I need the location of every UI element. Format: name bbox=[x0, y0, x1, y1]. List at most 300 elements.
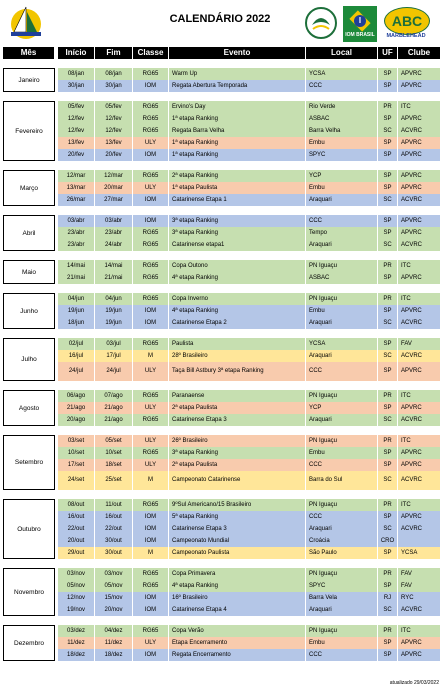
cell-uf: SP bbox=[378, 580, 398, 592]
cell-event: 1ª etapa Ranking bbox=[169, 113, 306, 125]
cell-club: ITC bbox=[398, 625, 441, 637]
cell-start: 02/jul bbox=[58, 338, 95, 350]
table-row bbox=[58, 390, 441, 402]
cell-club: APVRC bbox=[398, 149, 441, 161]
cell-club: FAV bbox=[398, 568, 441, 580]
cell-local: Embu bbox=[306, 637, 378, 649]
cell-uf: SP bbox=[378, 68, 398, 80]
cell-uf: PR bbox=[378, 435, 398, 447]
cell-local: CCC bbox=[306, 511, 378, 523]
cell-class: RG65 bbox=[133, 293, 169, 305]
cell-event: Catarinense Etapa 3 bbox=[169, 523, 306, 535]
cell-end: 04/dez bbox=[95, 625, 133, 637]
table-row bbox=[58, 604, 441, 616]
cell-class: IOM bbox=[133, 149, 169, 161]
month-label: Março bbox=[3, 170, 55, 206]
cell-club: APVRC bbox=[398, 272, 441, 284]
cell-uf: SP bbox=[378, 80, 398, 92]
cell-uf: PR bbox=[378, 260, 398, 272]
cell-event: Regata Abertura Temporada bbox=[169, 80, 306, 92]
cell-end: 27/mar bbox=[95, 194, 133, 206]
cell-local: PN Iguaçu bbox=[306, 390, 378, 402]
cell-end: 12/mar bbox=[95, 170, 133, 182]
month-label: Maio bbox=[3, 260, 55, 284]
cell-event: Campeonato Mundial bbox=[169, 535, 306, 547]
cell-start: 14/mai bbox=[58, 260, 95, 272]
cell-club: APVRC bbox=[398, 182, 441, 194]
month-label: Dezembro bbox=[3, 625, 55, 661]
cell-club: APVRC bbox=[398, 227, 441, 239]
cell-end: 20/nov bbox=[95, 604, 133, 616]
cell-class: IOM bbox=[133, 194, 169, 206]
month-label: Novembro bbox=[3, 568, 55, 616]
cell-end: 18/dez bbox=[95, 649, 133, 661]
cell-start: 24/jul bbox=[58, 362, 95, 381]
cell-class: RG65 bbox=[133, 170, 169, 182]
table-row bbox=[58, 414, 441, 426]
cell-local: CCC bbox=[306, 362, 378, 381]
cell-club: APVRC bbox=[398, 447, 441, 459]
cell-class: RG65 bbox=[133, 227, 169, 239]
month-label: Outubro bbox=[3, 499, 55, 559]
cell-uf: SP bbox=[378, 182, 398, 194]
cell-end: 05/fev bbox=[95, 101, 133, 113]
cell-start: 22/out bbox=[58, 523, 95, 535]
cell-local: Araquari bbox=[306, 194, 378, 206]
cell-class: ULY bbox=[133, 459, 169, 471]
cell-local: PN Iguaçu bbox=[306, 293, 378, 305]
cell-local: Embu bbox=[306, 305, 378, 317]
cell-club: APVRC bbox=[398, 137, 441, 149]
cell-start: 12/fev bbox=[58, 125, 95, 137]
cell-uf: SC bbox=[378, 604, 398, 616]
cell-club: ITC bbox=[398, 390, 441, 402]
cell-class: M bbox=[133, 471, 169, 490]
table-row bbox=[58, 125, 441, 137]
cell-start: 06/ago bbox=[58, 390, 95, 402]
cell-end: 30/out bbox=[95, 547, 133, 559]
column-header-6: UF bbox=[378, 47, 397, 59]
cell-class: IOM bbox=[133, 649, 169, 661]
cell-event: 3ª etapa Ranking bbox=[169, 227, 306, 239]
column-header-1: Início bbox=[58, 47, 94, 59]
cell-local: Tempo bbox=[306, 227, 378, 239]
cell-class: RG65 bbox=[133, 390, 169, 402]
cell-club: ACVRC bbox=[398, 350, 441, 362]
table-row bbox=[58, 101, 441, 113]
cell-end: 19/jun bbox=[95, 317, 133, 329]
cell-local: YCP bbox=[306, 170, 378, 182]
cell-end: 04/jun bbox=[95, 293, 133, 305]
cell-event: Catarinense Etapa 2 bbox=[169, 317, 306, 329]
cell-end: 20/fev bbox=[95, 149, 133, 161]
column-header-3: Classe bbox=[133, 47, 168, 59]
table-row bbox=[58, 580, 441, 592]
cell-end: 20/mar bbox=[95, 182, 133, 194]
cell-end: 14/mai bbox=[95, 260, 133, 272]
cell-start: 20/ago bbox=[58, 414, 95, 426]
table-row bbox=[58, 649, 441, 661]
cell-uf: SP bbox=[378, 447, 398, 459]
cell-event: Paranaense bbox=[169, 390, 306, 402]
cell-end: 22/out bbox=[95, 523, 133, 535]
cell-uf: SP bbox=[378, 170, 398, 182]
table-row bbox=[58, 260, 441, 272]
cell-class: IOM bbox=[133, 523, 169, 535]
cell-start: 26/mar bbox=[58, 194, 95, 206]
cell-end: 18/set bbox=[95, 459, 133, 471]
cell-start: 03/nov bbox=[58, 568, 95, 580]
cell-end: 12/fev bbox=[95, 113, 133, 125]
cell-club: ITC bbox=[398, 435, 441, 447]
cell-start: 16/out bbox=[58, 511, 95, 523]
table-row bbox=[58, 402, 441, 414]
cell-club: ACVRC bbox=[398, 471, 441, 490]
cell-uf: PR bbox=[378, 568, 398, 580]
cell-class: RG65 bbox=[133, 125, 169, 137]
table-row bbox=[58, 471, 441, 490]
cell-club: FAV bbox=[398, 338, 441, 350]
cell-local: Croácia bbox=[306, 535, 378, 547]
table-row bbox=[58, 239, 441, 251]
cell-uf: SP bbox=[378, 338, 398, 350]
iom-badge: I bbox=[354, 15, 366, 27]
cell-local: Araquari bbox=[306, 239, 378, 251]
cell-class: RG65 bbox=[133, 239, 169, 251]
cell-end: 05/nov bbox=[95, 580, 133, 592]
table-row bbox=[58, 459, 441, 471]
cell-class: ULY bbox=[133, 362, 169, 381]
table-row bbox=[58, 435, 441, 447]
cell-start: 10/set bbox=[58, 447, 95, 459]
table-row bbox=[58, 547, 441, 559]
cell-start: 05/nov bbox=[58, 580, 95, 592]
cell-local: Embu bbox=[306, 447, 378, 459]
cell-event: 1ª etapa Ranking bbox=[169, 149, 306, 161]
cell-event: 26º Brasileiro bbox=[169, 435, 306, 447]
cell-local: Barra do Sul bbox=[306, 471, 378, 490]
cell-local: Araquari bbox=[306, 414, 378, 426]
cell-uf: SP bbox=[378, 305, 398, 317]
table-row bbox=[58, 215, 441, 227]
table-row bbox=[58, 350, 441, 362]
cell-event: 2ª etapa Paulista bbox=[169, 459, 306, 471]
cell-uf: SP bbox=[378, 402, 398, 414]
month-label: Fevereiro bbox=[3, 101, 55, 161]
cell-start: 24/set bbox=[58, 471, 95, 490]
cell-local: Araquari bbox=[306, 350, 378, 362]
cell-uf: SP bbox=[378, 649, 398, 661]
cell-class: RG65 bbox=[133, 414, 169, 426]
cell-event: Campeonato Catarinense bbox=[169, 471, 306, 490]
cell-end: 24/abr bbox=[95, 239, 133, 251]
cell-local: PN Iguaçu bbox=[306, 260, 378, 272]
cell-local: YCSA bbox=[306, 338, 378, 350]
cell-uf: SP bbox=[378, 511, 398, 523]
month-label: Julho bbox=[3, 338, 55, 381]
page-title: CALENDÁRIO 2022 bbox=[169, 13, 271, 25]
cell-end: 07/ago bbox=[95, 390, 133, 402]
cell-event: Catarinense Etapa 4 bbox=[169, 604, 306, 616]
cell-event: 2ª etapa Paulista bbox=[169, 402, 306, 414]
cell-uf: SC bbox=[378, 317, 398, 329]
cell-club: APVRC bbox=[398, 637, 441, 649]
cell-club: ACVRC bbox=[398, 125, 441, 137]
cell-club: ITC bbox=[398, 499, 441, 511]
cell-start: 19/jun bbox=[58, 305, 95, 317]
cell-club: APVRC bbox=[398, 511, 441, 523]
cell-event: Regata Encerramento bbox=[169, 649, 306, 661]
column-header-4: Evento bbox=[169, 47, 305, 59]
cell-local: PN Iguaçu bbox=[306, 568, 378, 580]
cell-start: 21/mai bbox=[58, 272, 95, 284]
cell-start: 03/abr bbox=[58, 215, 95, 227]
cell-uf: SC bbox=[378, 523, 398, 535]
cell-event: 28º Brasileiro bbox=[169, 350, 306, 362]
cell-class: IOM bbox=[133, 317, 169, 329]
table-row bbox=[58, 592, 441, 604]
cell-event: 4ª etapa Ranking bbox=[169, 272, 306, 284]
cell-club: ITC bbox=[398, 260, 441, 272]
cell-class: ULY bbox=[133, 435, 169, 447]
cell-start: 08/out bbox=[58, 499, 95, 511]
cell-start: 04/jun bbox=[58, 293, 95, 305]
table-row bbox=[58, 68, 441, 80]
cell-uf: SP bbox=[378, 459, 398, 471]
cell-uf: SC bbox=[378, 414, 398, 426]
cell-end: 30/out bbox=[95, 535, 133, 547]
cell-event: 16º Brasileiro bbox=[169, 592, 306, 604]
cell-club bbox=[398, 535, 441, 547]
cell-uf: RJ bbox=[378, 592, 398, 604]
cell-start: 21/ago bbox=[58, 402, 95, 414]
cell-class: RG65 bbox=[133, 101, 169, 113]
cell-club: ACVRC bbox=[398, 317, 441, 329]
cell-end: 08/jan bbox=[95, 68, 133, 80]
cell-class: RG65 bbox=[133, 499, 169, 511]
cell-club: APVRC bbox=[398, 305, 441, 317]
cell-event: Catarinense etapa1 bbox=[169, 239, 306, 251]
cell-uf: SC bbox=[378, 471, 398, 490]
cell-end: 21/ago bbox=[95, 402, 133, 414]
cell-uf: SP bbox=[378, 547, 398, 559]
cell-club: APVRC bbox=[398, 649, 441, 661]
cell-end: 11/out bbox=[95, 499, 133, 511]
cell-club: ACVRC bbox=[398, 414, 441, 426]
cell-class: ULY bbox=[133, 137, 169, 149]
cell-class: RG65 bbox=[133, 68, 169, 80]
cell-end: 23/abr bbox=[95, 227, 133, 239]
month-label: Setembro bbox=[3, 435, 55, 490]
cell-club: APVRC bbox=[398, 362, 441, 381]
cell-event: 5ª etapa Ranking bbox=[169, 511, 306, 523]
table-row bbox=[58, 80, 441, 92]
cell-end: 24/jul bbox=[95, 362, 133, 381]
table-row bbox=[58, 499, 441, 511]
cell-uf: SC bbox=[378, 350, 398, 362]
cell-event: Taça Bill Astbury 3ª etapa Ranking bbox=[169, 362, 306, 381]
cell-end: 25/set bbox=[95, 471, 133, 490]
cell-local: SPYC bbox=[306, 149, 378, 161]
cell-class: ULY bbox=[133, 182, 169, 194]
cell-local: Embu bbox=[306, 182, 378, 194]
cell-local: ASBAC bbox=[306, 113, 378, 125]
cell-class: RG65 bbox=[133, 568, 169, 580]
cell-uf: PR bbox=[378, 625, 398, 637]
cell-end: 21/ago bbox=[95, 414, 133, 426]
cell-local: Embu bbox=[306, 137, 378, 149]
cell-event: Copa Verão bbox=[169, 625, 306, 637]
cell-club: ITC bbox=[398, 293, 441, 305]
table-row bbox=[58, 182, 441, 194]
cell-club: ITC bbox=[398, 101, 441, 113]
cell-class: RG65 bbox=[133, 272, 169, 284]
cell-start: 23/abr bbox=[58, 227, 95, 239]
cell-club: ACVRC bbox=[398, 523, 441, 535]
brasil-ranking-logo-icon bbox=[6, 2, 44, 44]
cell-club: RYC bbox=[398, 592, 441, 604]
cell-end: 17/jul bbox=[95, 350, 133, 362]
column-header-0: Mês bbox=[3, 47, 54, 59]
cell-local: Barra Velha bbox=[306, 125, 378, 137]
column-header-5: Local bbox=[306, 47, 377, 59]
table-row bbox=[58, 113, 441, 125]
table-row bbox=[58, 637, 441, 649]
cell-club: APVRC bbox=[398, 170, 441, 182]
table-row bbox=[58, 305, 441, 317]
cell-local: São Paulo bbox=[306, 547, 378, 559]
cell-class: RG65 bbox=[133, 447, 169, 459]
cell-class: RG65 bbox=[133, 260, 169, 272]
cell-local: Barra Vela bbox=[306, 592, 378, 604]
cell-class: M bbox=[133, 547, 169, 559]
cell-local: Araquari bbox=[306, 604, 378, 616]
cell-club: APVRC bbox=[398, 402, 441, 414]
cell-event: 4ª etapa Ranking bbox=[169, 580, 306, 592]
cell-start: 12/mar bbox=[58, 170, 95, 182]
cell-club: APVRC bbox=[398, 68, 441, 80]
cell-end: 12/fev bbox=[95, 125, 133, 137]
cell-local: PN Iguaçu bbox=[306, 499, 378, 511]
cell-event: Etapa Encerramento bbox=[169, 637, 306, 649]
cell-uf: SP bbox=[378, 149, 398, 161]
cell-start: 29/out bbox=[58, 547, 95, 559]
iom-brasil-logo bbox=[343, 6, 377, 42]
cell-end: 13/fev bbox=[95, 137, 133, 149]
column-header-2: Fim bbox=[95, 47, 132, 59]
cell-uf: PR bbox=[378, 293, 398, 305]
cell-start: 20/out bbox=[58, 535, 95, 547]
cell-local: Araquari bbox=[306, 317, 378, 329]
cell-uf: PR bbox=[378, 101, 398, 113]
cell-uf: SC bbox=[378, 125, 398, 137]
cell-start: 19/nov bbox=[58, 604, 95, 616]
table-row bbox=[58, 293, 441, 305]
cell-uf: CRO bbox=[378, 535, 398, 547]
cell-event: 9ºSul Americano/15 Brasileiro bbox=[169, 499, 306, 511]
cell-club: ACVRC bbox=[398, 194, 441, 206]
month-label: Janeiro bbox=[3, 68, 55, 92]
table-row bbox=[58, 194, 441, 206]
cell-class: ULY bbox=[133, 637, 169, 649]
cell-start: 18/dez bbox=[58, 649, 95, 661]
cell-class: ULY bbox=[133, 402, 169, 414]
table-row bbox=[58, 535, 441, 547]
cell-end: 05/set bbox=[95, 435, 133, 447]
cell-local: ASBAC bbox=[306, 272, 378, 284]
cell-start: 13/mar bbox=[58, 182, 95, 194]
cell-class: RG65 bbox=[133, 113, 169, 125]
table-row bbox=[58, 149, 441, 161]
table-row bbox=[58, 523, 441, 535]
cell-local: Araquari bbox=[306, 523, 378, 535]
cell-end: 30/jan bbox=[95, 80, 133, 92]
table-row bbox=[58, 227, 441, 239]
cell-class: M bbox=[133, 350, 169, 362]
cell-start: 20/fev bbox=[58, 149, 95, 161]
cell-local: YCP bbox=[306, 402, 378, 414]
cell-start: 11/dez bbox=[58, 637, 95, 649]
cell-end: 03/nov bbox=[95, 568, 133, 580]
cell-class: IOM bbox=[133, 604, 169, 616]
cell-local: CCC bbox=[306, 649, 378, 661]
month-label: Agosto bbox=[3, 390, 55, 426]
cell-event: Copa Inverno bbox=[169, 293, 306, 305]
cell-event: 4ª etapa Ranking bbox=[169, 305, 306, 317]
cell-start: 05/fev bbox=[58, 101, 95, 113]
cell-start: 03/set bbox=[58, 435, 95, 447]
cell-uf: SP bbox=[378, 362, 398, 381]
cell-start: 13/fev bbox=[58, 137, 95, 149]
cell-class: IOM bbox=[133, 592, 169, 604]
cell-club: APVRC bbox=[398, 459, 441, 471]
cell-class: RG65 bbox=[133, 338, 169, 350]
cell-local: CCC bbox=[306, 80, 378, 92]
table-row bbox=[58, 317, 441, 329]
cell-event: Paulista bbox=[169, 338, 306, 350]
cell-local: Rio Verde bbox=[306, 101, 378, 113]
column-header-7: Clube bbox=[398, 47, 440, 59]
cell-event: Warm Up bbox=[169, 68, 306, 80]
cell-event: Copa Outono bbox=[169, 260, 306, 272]
cell-local: CCC bbox=[306, 459, 378, 471]
cell-event: Catarinense Etapa 1 bbox=[169, 194, 306, 206]
cell-local: SPYC bbox=[306, 580, 378, 592]
table-row bbox=[58, 625, 441, 637]
header bbox=[0, 0, 447, 48]
cell-local: YCSA bbox=[306, 68, 378, 80]
cell-uf: SP bbox=[378, 215, 398, 227]
cell-local: CCC bbox=[306, 215, 378, 227]
table-row bbox=[58, 362, 441, 381]
cell-event: Copa Primavera bbox=[169, 568, 306, 580]
cell-start: 08/jan bbox=[58, 68, 95, 80]
cell-class: RG65 bbox=[133, 580, 169, 592]
cell-end: 03/abr bbox=[95, 215, 133, 227]
cell-end: 16/out bbox=[95, 511, 133, 523]
cell-club: APVRC bbox=[398, 80, 441, 92]
cell-uf: SP bbox=[378, 272, 398, 284]
cell-start: 18/jun bbox=[58, 317, 95, 329]
cell-event: Catarinense Etapa 3 bbox=[169, 414, 306, 426]
association-logo-icon bbox=[304, 5, 338, 41]
cell-end: 03/jul bbox=[95, 338, 133, 350]
abc-logo-subtext: MARBLEHEAD bbox=[386, 33, 426, 39]
cell-class: IOM bbox=[133, 215, 169, 227]
cell-start: 30/jan bbox=[58, 80, 95, 92]
cell-event: 1ª etapa Ranking bbox=[169, 137, 306, 149]
cell-class: IOM bbox=[133, 511, 169, 523]
